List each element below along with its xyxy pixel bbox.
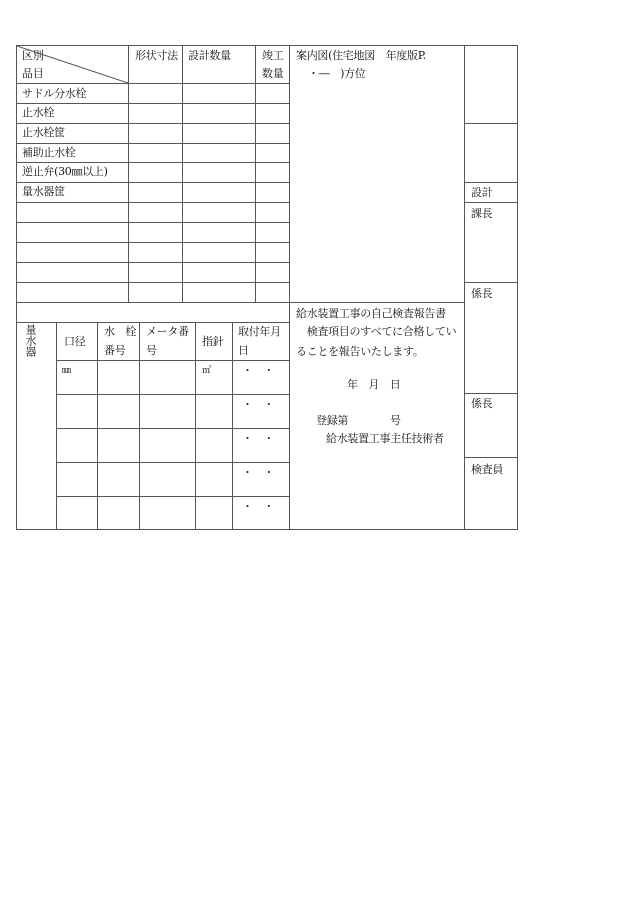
header-shape-size: 形状寸法 — [135, 49, 178, 62]
col-install-date-2: 日 — [238, 344, 249, 357]
col-meter-number: メータ番 — [146, 325, 189, 338]
approval-design: 設計 — [471, 186, 493, 199]
guide-map-title: 案内図(住宅地図 年度版P. — [296, 49, 426, 62]
header-completion-qty: 竣工 — [262, 49, 284, 62]
registration-prefix: 登録第 — [316, 414, 349, 427]
guide-map-direction: ・― )方位 — [308, 67, 366, 80]
registration-suffix: 号 — [390, 414, 401, 427]
col-install-date: 取付年月 — [238, 325, 281, 338]
item-stop-valve-box: 止水栓筐 — [22, 126, 65, 139]
col-hydrant-number-2: 番号 — [104, 344, 126, 357]
report-date: 年 月 日 — [347, 378, 401, 391]
col-diameter: 口径 — [64, 335, 86, 348]
col-meter-number-2: 号 — [146, 344, 157, 357]
header-item: 品目 — [22, 67, 44, 80]
approval-inspector: 検査員 — [471, 463, 504, 476]
install-date-dots: ・ ・ — [242, 500, 275, 513]
item-stop-valve: 止水栓 — [22, 106, 55, 119]
report-title: 給水装置工事の自己検査報告書 — [296, 307, 446, 320]
header-design-qty: 設計数量 — [188, 49, 231, 62]
corner-diagonal-line — [17, 46, 128, 83]
approval-chief: 係長 — [471, 287, 493, 300]
unit-mm: ㎜ — [62, 366, 71, 376]
item-saddle-tap: サドル分水栓 — [22, 87, 87, 100]
item-aux-stop-valve: 補助止水栓 — [22, 146, 76, 159]
header-completion-qty-2: 数量 — [262, 67, 284, 80]
col-hydrant-number: 水 栓 — [104, 325, 137, 338]
install-date-dots: ・ ・ — [242, 364, 275, 377]
approval-section-chief: 課長 — [471, 207, 493, 220]
col-reading: 指針 — [202, 335, 224, 348]
install-date-dots: ・ ・ — [242, 398, 275, 411]
install-date-dots: ・ ・ — [242, 466, 275, 479]
item-meter-box: 量水器筐 — [22, 185, 65, 198]
report-body: 検査項目のすべてに合格していることを報告いたします。 — [296, 325, 457, 358]
chief-engineer-label: 給水装置工事主任技術者 — [326, 432, 444, 445]
header-category: 区別 — [22, 49, 44, 62]
item-check-valve: 逆止弁(30㎜以上) — [22, 165, 108, 178]
approval-chief-2: 係長 — [471, 397, 493, 410]
meter-section-label: 量水器 — [24, 324, 37, 357]
unit-m3: ㎥ — [202, 366, 211, 376]
install-date-dots: ・ ・ — [242, 432, 275, 445]
